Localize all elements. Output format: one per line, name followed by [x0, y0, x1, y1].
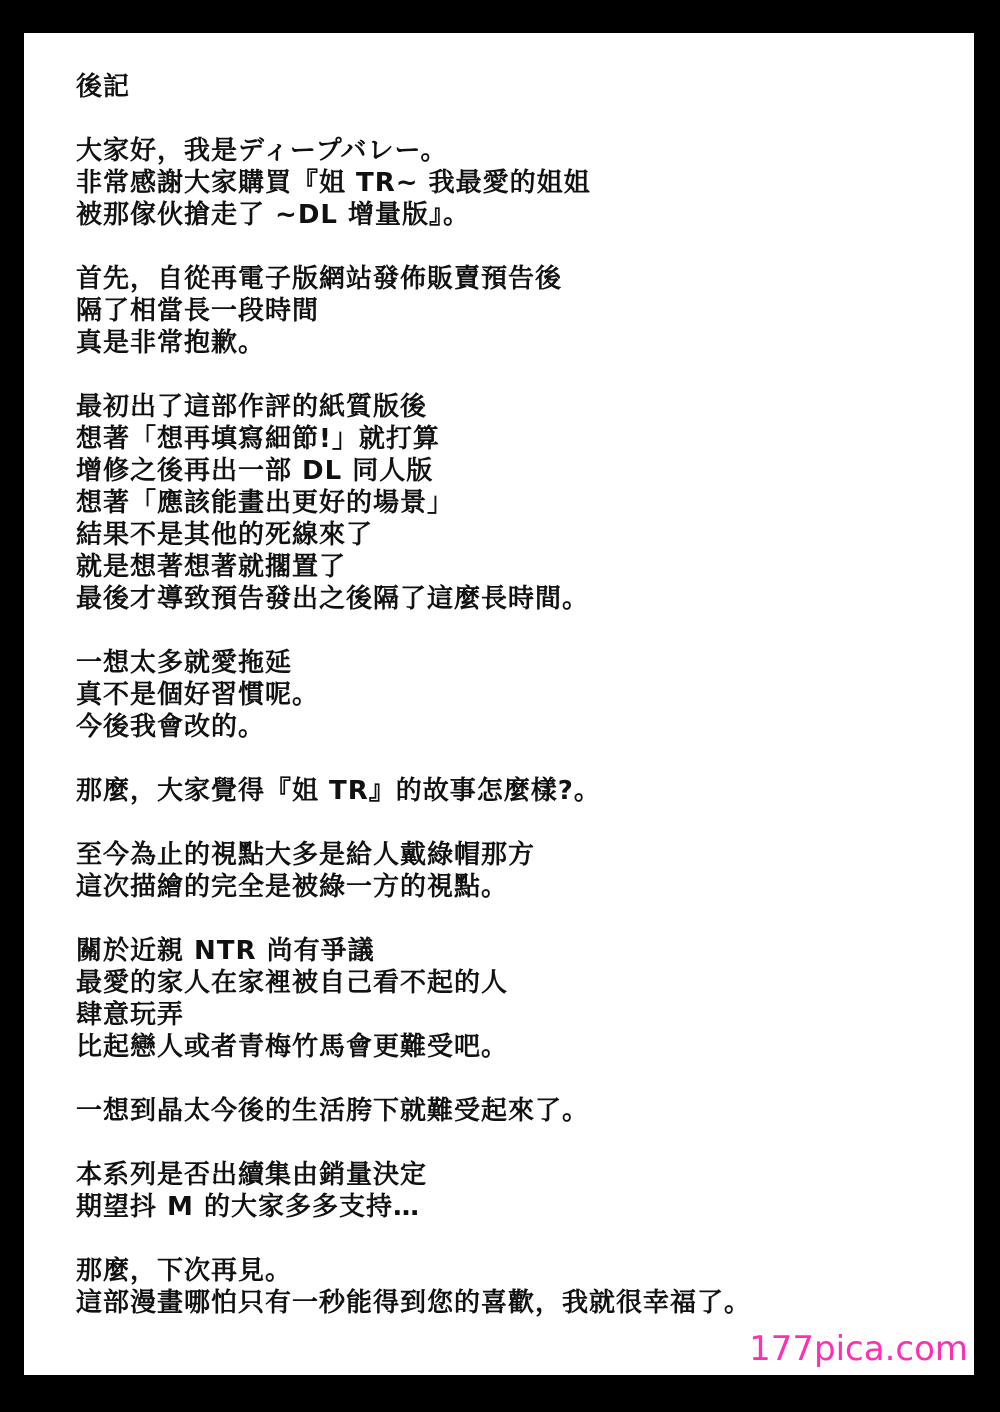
- paragraph: [76, 1255, 956, 1319]
- paragraph: [76, 1159, 956, 1223]
- text-line: 最初出了這部作評的紙質版後: [76, 392, 428, 422]
- text-line: 真是非常抱歉。: [76, 328, 266, 358]
- text-line: 想著「想再填寫細節!」就打算: [76, 424, 440, 454]
- text-line: 今後我會改的。: [76, 712, 266, 742]
- text-line: 增修之後再出一部 DL 同人版: [76, 456, 434, 486]
- text-line: 最後才導致預告發出之後隔了這麼長時間。: [76, 584, 590, 614]
- afterword-text: [76, 71, 956, 1351]
- document-title-block: [76, 71, 956, 103]
- paragraph: [76, 391, 956, 615]
- document-title: 後記: [76, 72, 131, 102]
- text-line: 一想到晶太今後的生活胯下就難受起來了。: [76, 1096, 590, 1126]
- paragraph-list: [76, 135, 956, 1319]
- text-line: 首先，自從再電子版網站發佈販賣預告後: [76, 264, 563, 294]
- text-line: 最愛的家人在家裡被自己看不起的人: [76, 968, 509, 998]
- text-line: 這部漫畫哪怕只有一秒能得到您的喜歡，我就很幸福了。: [76, 1288, 752, 1318]
- paragraph: [76, 263, 956, 359]
- text-line: 至今為止的視點大多是給人戴綠帽那方: [76, 840, 536, 870]
- text-line: 想著「應該能畫出更好的場景」: [76, 488, 455, 518]
- paragraph: [76, 647, 956, 743]
- paragraph: [76, 935, 956, 1063]
- paragraph: [76, 775, 956, 807]
- text-line: 一想太多就愛拖延: [76, 648, 293, 678]
- paragraph: [76, 1095, 956, 1127]
- text-line: 這次描繪的完全是被綠一方的視點。: [76, 872, 509, 902]
- document-page: [24, 33, 974, 1375]
- text-line: 期望抖 M 的大家多多支持…: [76, 1192, 420, 1222]
- text-line: 那麼，大家覺得『姐 TR』的故事怎麼樣?。: [76, 776, 601, 806]
- text-line: 被那傢伙搶走了 ~DL 增量版』。: [76, 200, 471, 230]
- watermark: 177pica.com: [749, 1329, 968, 1369]
- paragraph: [76, 135, 956, 231]
- text-line: 那麼，下次再見。: [76, 1256, 293, 1286]
- text-line: 就是想著想著就擱置了: [76, 552, 347, 582]
- text-line: 關於近親 NTR 尚有爭議: [76, 936, 375, 966]
- text-line: 隔了相當長一段時間: [76, 296, 320, 326]
- text-line: 結果不是其他的死線來了: [76, 520, 374, 550]
- text-line: 非常感謝大家購買『姐 TR~ 我最愛的姐姐: [76, 168, 591, 198]
- text-line: 比起戀人或者青梅竹馬會更難受吧。: [76, 1032, 509, 1062]
- paragraph: [76, 839, 956, 903]
- text-line: 本系列是否出續集由銷量決定: [76, 1160, 428, 1190]
- text-line: 大家好，我是ディープバレー。: [76, 136, 448, 166]
- text-line: 真不是個好習慣呢。: [76, 680, 320, 710]
- text-line: 肆意玩弄: [76, 1000, 185, 1030]
